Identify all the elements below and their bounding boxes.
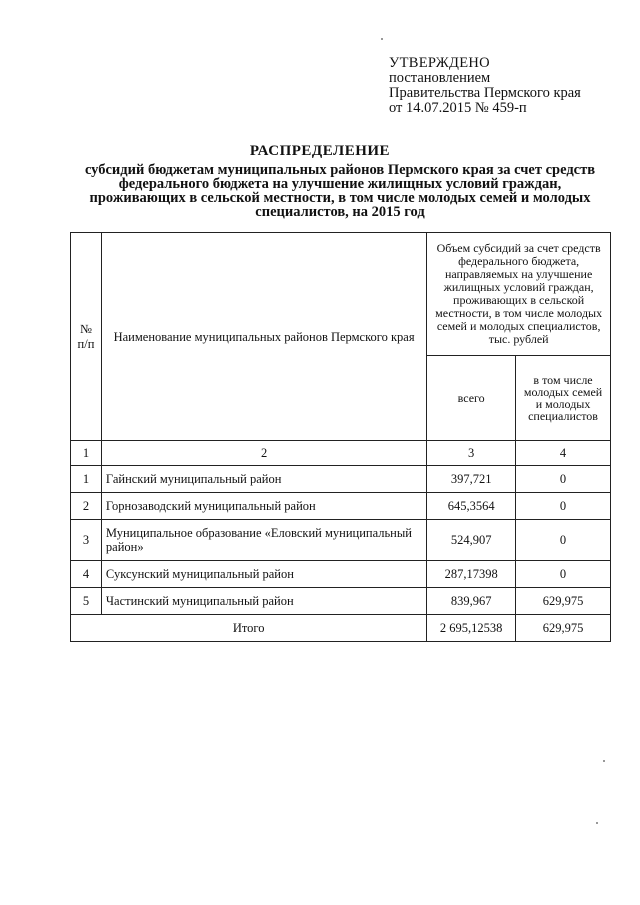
- row-young: 0: [516, 466, 611, 493]
- total-young: 629,975: [516, 615, 611, 642]
- approval-line-1: постановлением: [389, 70, 491, 86]
- header-volume: Объем субсидий за счет средств федерального бюджета, направляемых на улучшение жилищных условий граждан, проживающих в сельской местности, в том числе молодых семей и молодых специалистов, тыс. рублей: [427, 233, 611, 356]
- row-total: 397,721: [427, 466, 516, 493]
- header-young: в том числе молодых семей и молодых специалистов: [516, 356, 611, 441]
- row-young: 0: [516, 520, 611, 561]
- row-num: 1: [71, 466, 102, 493]
- row-name: Муниципальное образование «Еловский муниципальный район»: [101, 520, 426, 561]
- table-total-row: [71, 615, 611, 642]
- approval-line-3: от 14.07.2015 № 459-п: [389, 100, 527, 116]
- table-row: [71, 520, 611, 561]
- header-total: всего: [427, 356, 516, 441]
- row-total: 524,907: [427, 520, 516, 561]
- row-name: Частинский муниципальный район: [101, 588, 426, 615]
- row-name: Суксунский муниципальный район: [101, 561, 426, 588]
- subsidy-table: [70, 232, 611, 642]
- total-sum: 2 695,12538: [427, 615, 516, 642]
- approval-line-2: Правительства Пермского края: [389, 85, 581, 101]
- col-number: 2: [101, 441, 426, 466]
- document-title: РАСПРЕДЕЛЕНИЕ: [249, 143, 391, 159]
- row-name: Гайнский муниципальный район: [101, 466, 426, 493]
- table-row: [71, 493, 611, 520]
- header-name: Наименование муниципальных районов Пермского края: [101, 233, 426, 441]
- row-young: 0: [516, 561, 611, 588]
- total-label: Итого: [71, 615, 427, 642]
- col-number: 3: [427, 441, 516, 466]
- row-num: 4: [71, 561, 102, 588]
- header-num: № п/п: [71, 233, 102, 441]
- row-num: 3: [71, 520, 102, 561]
- row-young: 0: [516, 493, 611, 520]
- table-row: [71, 466, 611, 493]
- row-name: Горнозаводский муниципальный район: [101, 493, 426, 520]
- table-row: [71, 561, 611, 588]
- row-young: 629,975: [516, 588, 611, 615]
- row-total: 839,967: [427, 588, 516, 615]
- scan-speck: [603, 760, 605, 762]
- row-total: 287,17398: [427, 561, 516, 588]
- approval-title: УТВЕРЖДЕНО: [389, 55, 490, 71]
- document-subtitle: субсидий бюджетам муниципальных районов Пермского края за счет средств федерального бюджета на улучшение жилищных условий граждан, проживающих в сельской местности, в том числе молодых семей и молодых специалистов, на 2015 год: [84, 162, 596, 220]
- scan-speck: [596, 822, 598, 824]
- row-num: 5: [71, 588, 102, 615]
- column-number-row: [71, 441, 611, 466]
- table-row: [71, 588, 611, 615]
- table-header-row: [71, 233, 611, 356]
- row-total: 645,3564: [427, 493, 516, 520]
- scan-speck: [381, 38, 383, 40]
- col-number: 1: [71, 441, 102, 466]
- row-num: 2: [71, 493, 102, 520]
- col-number: 4: [516, 441, 611, 466]
- approval-stamp: [389, 56, 581, 116]
